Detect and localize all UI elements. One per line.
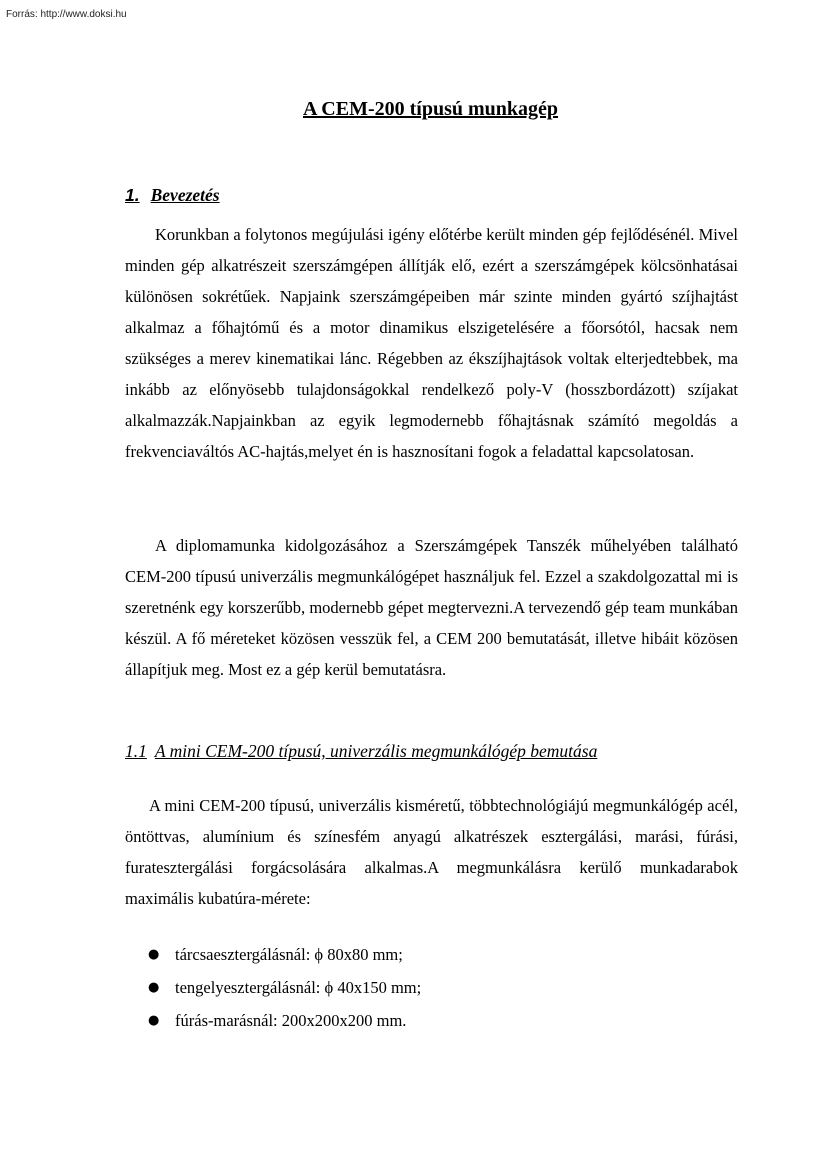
section-1-heading [125, 185, 220, 206]
list-item [148, 1004, 421, 1037]
section-1-title: Bevezetés [150, 185, 220, 205]
list-item-text: fúrás-marásnál: 200x200x200 mm. [175, 1011, 407, 1030]
section-1-1-heading [125, 741, 597, 762]
page-title: A CEM-200 típusú munkagép [302, 98, 559, 120]
bullet-icon: ● [148, 947, 160, 962]
source-label: Forrás: http://www.doksi.hu [6, 9, 127, 20]
bullet-icon: ● [148, 980, 160, 995]
section-1-1-number: 1.1 [125, 741, 147, 761]
machine-description-paragraph: A mini CEM-200 típusú, univerzális kisméretű, többtechnológiájú megmunkálógép acél, öntöttvas, alumínium és színesfém anyagú alkatrészek esztergálási, marási, fúrási, furatesztergálási forgácsolására alkalmas.A megmunkálásra kerülő munkadarabok maximális kubatúra-mérete: [125, 796, 738, 908]
intro-paragraph-2: A diplomamunka kidolgozásához a Szerszámgépek Tanszék műhelyében található CEM-200 típusú univerzális megmunkálógépet használjuk fel. Ezzel a szakdolgozattal mi is szeretnénk egy korszerűbb, modernebb gépet megtervezni.A tervezendő gép team munkában készül. A fő méreteket közösen vesszük fel, a CEM 200 bemutatását, illetve hibáit közösen állapítjuk meg. Most ez a gép kerül bemutatásra. [125, 536, 738, 679]
list-item-text: tengelyesztergálásnál: ϕ 40x150 mm; [175, 978, 422, 997]
bullet-icon: ● [148, 1013, 160, 1028]
intro-paragraph-1: Korunkban a folytonos megújulási igény előtérbe került minden gép fejlődésénél. Mivel minden gép alkatrészeit szerszámgépen állítják elő, ezért a szerszámgépek kölcsönhatásai különösen sokrétűek. Napjaink szerszámgépeiben már szinte minden gyártó szíjhajtást alkalmaz a főhajtómű és a motor dinamikus elszigetelésére a főorsótól, hacsak nem szükséges a merev kinematikai lánc. Régebben az ékszíjhajtások voltak elterjedtebbek, ma inkább az előnyösebb tulajdonságokkal rendelkező poly-V (hosszbordázott) szíjakat alkalmazzák.Napjainkban az egyik legmodernebb főhajtásnak számító megoldás a frekvenciaváltós AC-hajtás,melyet én is hasznosítani fogok a feladattal kapcsolatosan. [125, 225, 738, 461]
list-item [148, 938, 421, 971]
section-1-1-title: A mini CEM-200 típusú, univerzális megmunkálógép bemutása [154, 741, 598, 761]
list-item [148, 971, 421, 1004]
dimension-list [148, 938, 421, 1037]
section-1-number: 1. [125, 185, 140, 205]
list-item-text: tárcsaesztergálásnál: ϕ 80x80 mm; [175, 945, 403, 964]
